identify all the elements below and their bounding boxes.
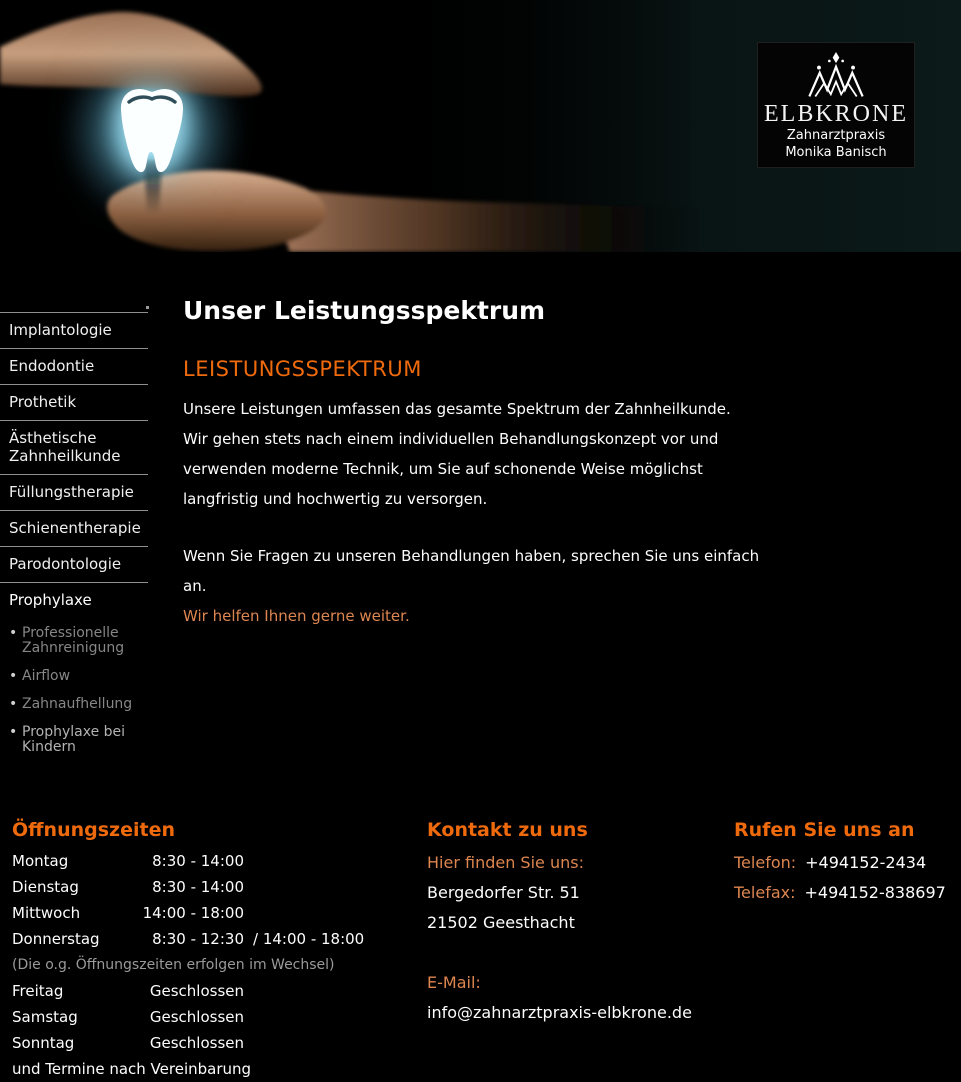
find-us-label: Hier finden Sie uns: — [427, 853, 584, 872]
hours-row-sonntag — [12, 1030, 417, 1056]
bullet-icon: • — [9, 696, 18, 712]
day-label: Dienstag — [12, 878, 79, 896]
sidebar-item-endodontie[interactable]: Endodontie — [0, 348, 148, 384]
closing-link[interactable]: Wir helfen Ihnen gerne weiter. — [183, 607, 410, 625]
subitem-label: Airflow — [22, 668, 71, 684]
fax-label: Telefax: — [734, 883, 796, 902]
hours-row-mittwoch — [12, 900, 417, 926]
fax-number: +494152-838697 — [804, 883, 946, 902]
subitem-label: Zahnaufhellung — [22, 696, 133, 712]
hours-note: (Die o.g. Öffnungszeiten erfolgen im Wechsel) — [12, 957, 335, 973]
main-content — [183, 296, 783, 631]
city-address: 21502 Geesthacht — [427, 913, 575, 932]
subitem-label: Professionelle Zahnreinigung — [22, 625, 125, 656]
sidebar-item-fuellungstherapie[interactable]: Füllungstherapie — [0, 474, 148, 510]
fax-row — [734, 878, 959, 908]
subitem-label: Prophylaxe bei Kindern — [22, 724, 126, 755]
street-address: Bergedorfer Str. 51 — [427, 883, 580, 902]
phone-number: +494152-2434 — [805, 853, 927, 872]
phone-row — [734, 848, 959, 878]
sidebar-item-prothetik[interactable]: Prothetik — [0, 384, 148, 420]
hours-row-donnerstag — [12, 926, 417, 952]
logo-subtitle-1: Zahnarztpraxis — [786, 128, 886, 143]
sidebar-subitem-zahnaufhellung[interactable] — [9, 697, 144, 712]
paragraph-line: langfristig und hochwertig zu versorgen. — [183, 490, 488, 508]
page-title: Unser Leistungsspektrum — [183, 296, 546, 325]
sidebar-item-prophylaxe[interactable]: Prophylaxe — [0, 582, 148, 618]
bullet-icon: • — [9, 724, 18, 740]
day-label: Sonntag — [12, 1034, 75, 1052]
closing-line: Wenn Sie Fragen zu unseren Behandlungen haben, sprechen Sie uns einfach an. — [183, 547, 760, 595]
sidebar-subitem-prophylaxe-bei-kindern[interactable] — [9, 725, 144, 755]
hours-row-montag — [12, 848, 417, 874]
opening-hours-title: Öffnungszeiten — [12, 819, 175, 841]
day-label: Montag — [12, 852, 69, 870]
time-value: 8:30 - 12:30 — [152, 930, 244, 948]
intro-paragraph — [183, 394, 783, 514]
contact-title: Kontakt zu uns — [427, 819, 588, 841]
sidebar-subitem-airflow[interactable] — [9, 669, 144, 684]
sidebar-subitem-professionelle-zahnreinigung[interactable] — [9, 626, 144, 656]
paragraph-line: verwenden moderne Technik, um Sie auf schonende Weise möglichst — [183, 460, 703, 478]
paragraph-line: Unsere Leistungen umfassen das gesamte Spektrum der Zahnheilkunde. — [183, 400, 731, 418]
sidebar-subnav — [0, 626, 148, 755]
bullet-icon: • — [9, 668, 18, 684]
logo-brand: ELBKRONE — [764, 101, 908, 127]
time-value: 8:30 - 14:00 — [152, 852, 244, 870]
sidebar-nav — [0, 312, 148, 768]
time-value: Geschlossen — [149, 1008, 244, 1026]
termine-note: und Termine nach Vereinbarung — [12, 1060, 252, 1078]
time-value: 14:00 - 18:00 — [142, 904, 244, 922]
time-value-extra: / 14:00 - 18:00 — [253, 930, 365, 948]
contact-section — [427, 818, 727, 1028]
crown-icon — [799, 49, 873, 101]
nav-marker-dot — [146, 306, 149, 309]
bullet-icon: • — [9, 625, 18, 641]
phone-label: Telefon: — [734, 853, 797, 872]
hours-row-samstag — [12, 1004, 417, 1030]
day-label: Samstag — [12, 1008, 78, 1026]
closing-paragraph — [183, 541, 783, 631]
hours-row-freitag — [12, 978, 417, 1004]
email-link[interactable]: info@zahnarztpraxis-elbkrone.de — [427, 1003, 692, 1022]
time-value: Geschlossen — [149, 1034, 244, 1052]
hero-banner — [0, 0, 961, 252]
logo-subtitle-2: Monika Banisch — [785, 145, 887, 160]
day-label: Mittwoch — [12, 904, 81, 922]
call-section — [734, 818, 959, 908]
time-value: Geschlossen — [149, 982, 244, 1000]
day-label: Freitag — [12, 982, 64, 1000]
day-label: Donnerstag — [12, 930, 100, 948]
sidebar-item-aesthetische-zahnheilkunde[interactable]: Ästhetische Zahnheilkunde — [0, 420, 148, 474]
section-heading: LEISTUNGSSPEKTRUM — [183, 357, 422, 381]
time-value: 8:30 - 14:00 — [152, 878, 244, 896]
opening-hours-section — [12, 818, 417, 1082]
email-label: E-Mail: — [427, 973, 481, 992]
sidebar-item-schienentherapie[interactable]: Schienentherapie — [0, 510, 148, 546]
paragraph-line: Wir gehen stets nach einem individuellen Behandlungskonzept vor und — [183, 430, 719, 448]
logo[interactable] — [757, 42, 915, 168]
call-title: Rufen Sie uns an — [734, 819, 915, 841]
hours-row-dienstag — [12, 874, 417, 900]
sidebar-item-implantologie[interactable]: Implantologie — [0, 312, 148, 348]
sidebar-item-parodontologie[interactable]: Parodontologie — [0, 546, 148, 582]
